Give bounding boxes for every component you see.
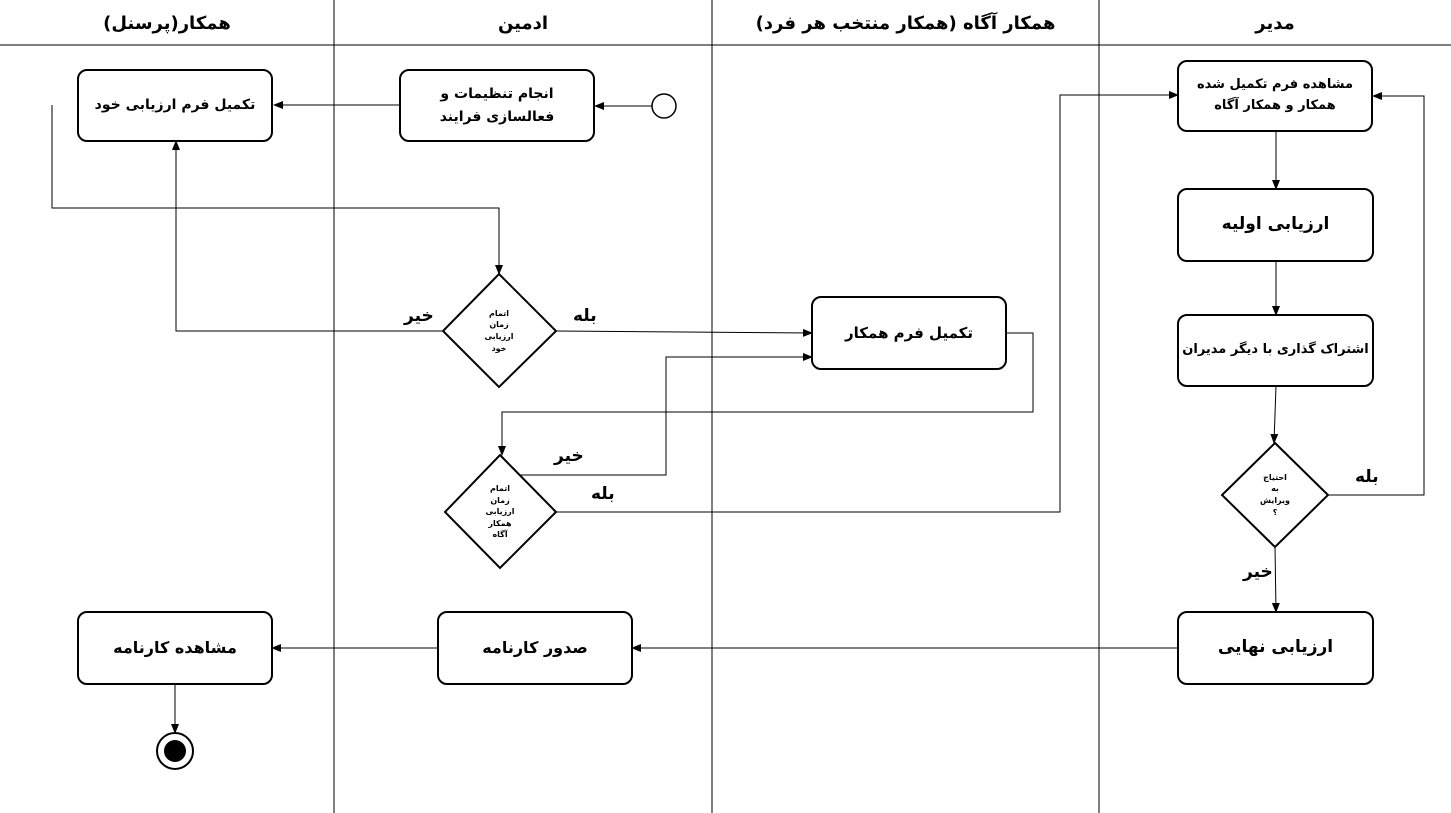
decision-edit-line: ویرایش [1260, 496, 1291, 505]
admin-setup-line2: فعالسازی فرایند [439, 108, 555, 125]
lane-title-personnel: همکار(پرسنل) [103, 12, 231, 34]
decision-self-line: زمان [489, 320, 509, 330]
manager-view-line1: مشاهده فرم تکمیل شده [1196, 77, 1354, 93]
activity-admin-setup [399, 69, 595, 142]
share-managers-label: اشتراک گذاری با دیگر مدیران [1182, 342, 1369, 358]
edge-label-edit-no: خیر [1243, 562, 1273, 582]
edge-label-edit-yes: بله [1355, 467, 1379, 487]
lane-title-manager: مدیر [1255, 12, 1295, 34]
edge-label-peer-yes: بله [591, 484, 615, 504]
decision-self-time-text [469, 296, 529, 366]
edge-share-to-decision [1274, 386, 1276, 443]
decision-edit-line: احتیاج [1263, 472, 1287, 482]
decision-self-line: ارزیابی [484, 332, 514, 341]
activity-share-managers [1177, 314, 1374, 387]
decision-needs-edit-text [1245, 460, 1305, 530]
edge-self-yes [556, 331, 812, 333]
admin-setup-line1: انجام تنظیمات و [440, 86, 554, 103]
activity-issue-report [437, 611, 633, 685]
edge-self-no [176, 141, 443, 331]
decision-peer-line: زمان [490, 495, 510, 505]
activity-initial-evaluation [1177, 188, 1374, 262]
decision-peer-time-text [470, 472, 530, 552]
activity-peer-form [811, 296, 1007, 370]
self-evaluation-label: تکمیل فرم ارزیابی خود [94, 97, 256, 114]
activity-final-evaluation [1177, 611, 1374, 685]
decision-peer-line: ارزیابی [485, 507, 515, 517]
decision-self-line: خود [491, 343, 507, 353]
edge-label-peer-no: خیر [554, 446, 584, 466]
final-evaluation-label: ارزیابی نهایی [1217, 637, 1334, 658]
edge-edit-no [1275, 547, 1276, 612]
lane-title-peer: همکار آگاه (همکار منتخب هر فرد) [755, 12, 1056, 34]
edge-label-self-yes: بله [573, 306, 597, 326]
issue-report-label: صدور کارنامه [482, 638, 588, 658]
edge-edit-yes [1328, 96, 1424, 495]
peer-form-label: تکمیل فرم همکار [845, 324, 973, 342]
initial-evaluation-label: ارزیابی اولیه [1221, 214, 1330, 235]
activity-self-evaluation [77, 69, 273, 142]
start-node [652, 94, 676, 118]
activity-manager-view [1177, 60, 1373, 132]
lane-title-admin: ادمین [497, 12, 549, 34]
decision-self-line: اتمام [489, 308, 509, 318]
decision-peer-line: آگاه [492, 530, 508, 540]
end-node-inner [164, 740, 186, 762]
decision-peer-line: اتمام [490, 484, 510, 494]
view-report-label: مشاهده کارنامه [113, 638, 237, 658]
activity-view-report [77, 611, 273, 685]
manager-view-line2: همکار و همکار آگاه [1214, 98, 1336, 113]
decision-edit-line: ؟ [1272, 507, 1278, 517]
decision-edit-line: به [1271, 484, 1279, 494]
decision-peer-line: همکار [488, 518, 512, 528]
edge-label-self-no: خیر [404, 306, 434, 326]
